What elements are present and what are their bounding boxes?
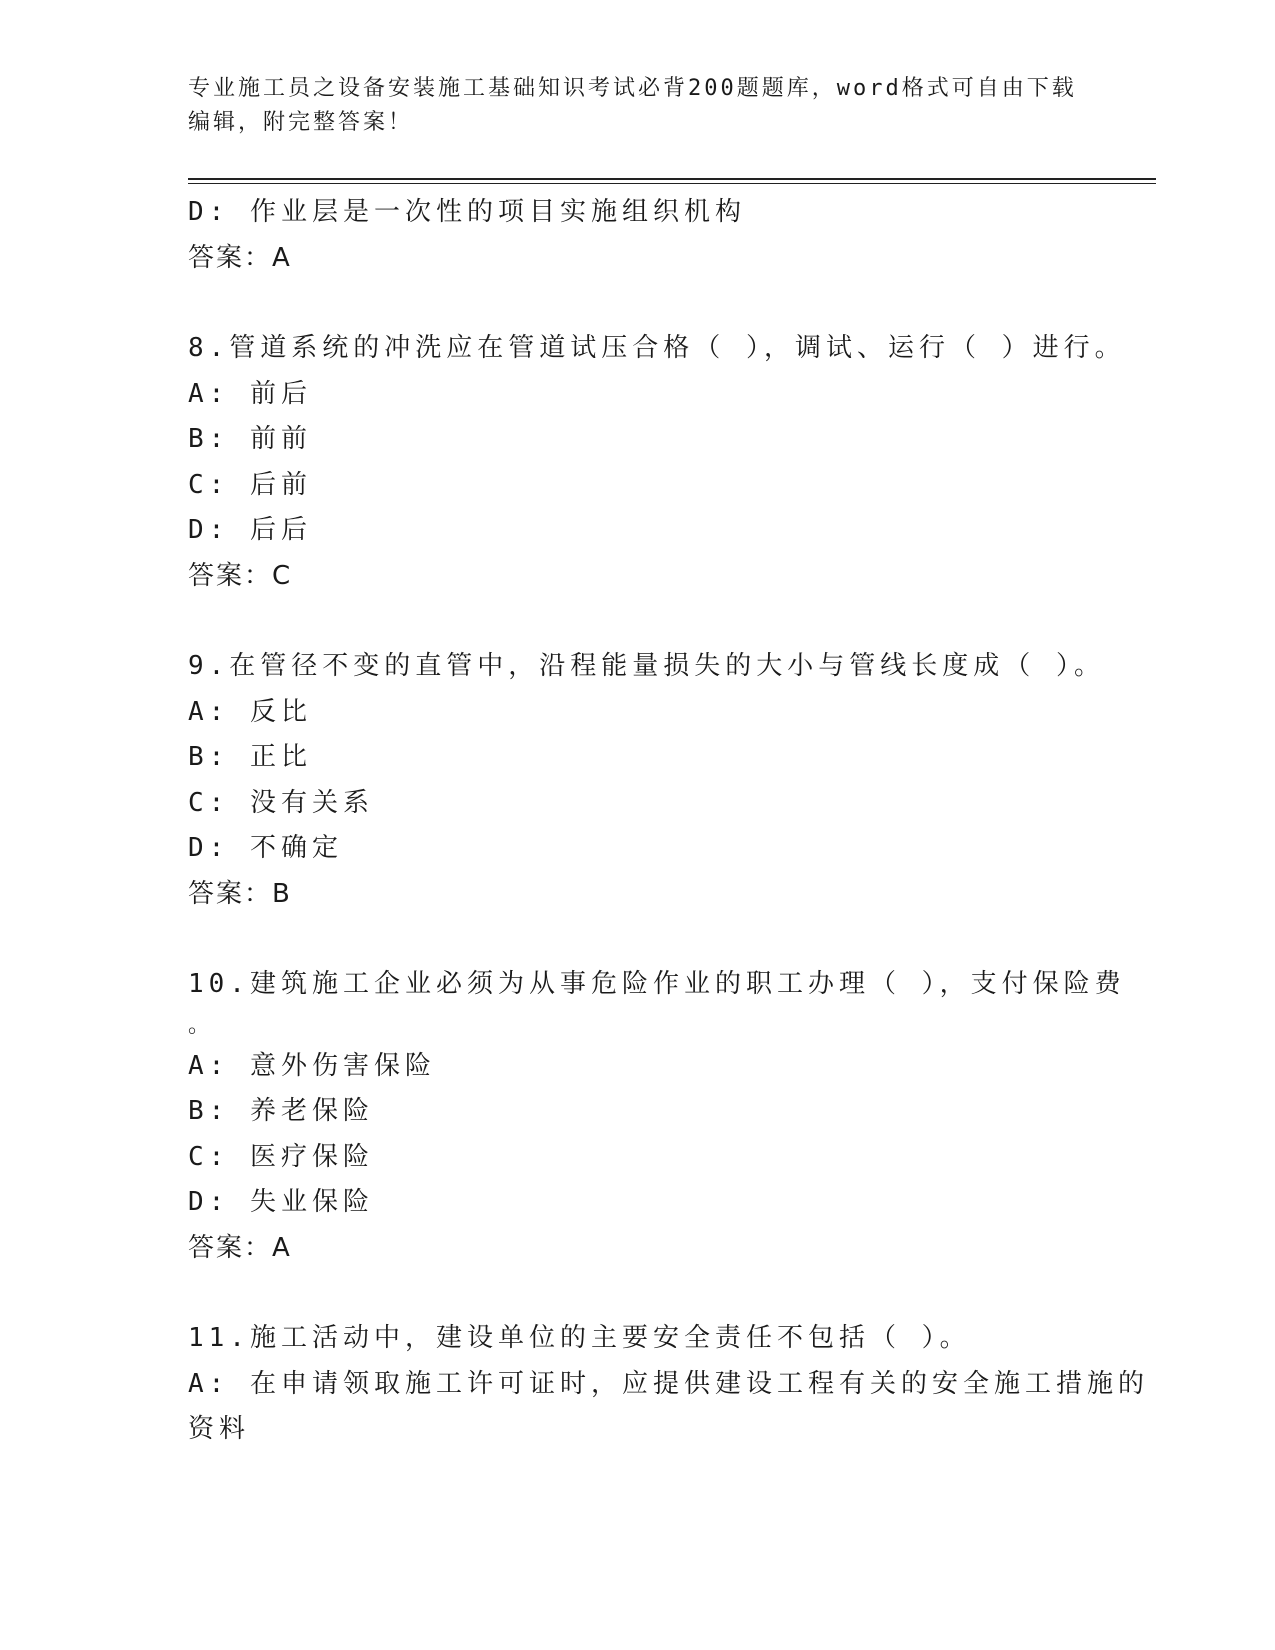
answer-label: 答案：A <box>188 1232 292 1263</box>
option-a-continuation: 资料 <box>188 1414 251 1444</box>
header-divider-thin <box>188 183 1156 184</box>
document-header <box>188 72 1088 140</box>
answer-label: 答案：B <box>188 878 292 909</box>
option-b: B: 养老保险 <box>188 1096 374 1126</box>
spacer <box>188 281 1088 326</box>
option-c: C: 没有关系 <box>188 787 374 818</box>
option-d: D: 后后 <box>188 515 312 545</box>
option-d: D: 失业保险 <box>188 1187 374 1217</box>
question-list <box>188 190 1149 1453</box>
header-title-line-2: 编辑，附完整答案！ <box>188 110 414 135</box>
option-b: B: 前前 <box>188 424 312 454</box>
option-a: A: 在申请领取施工许可证时，应提供建设工程有关的安全施工措施的 <box>188 1368 1149 1399</box>
question-text: 9.在管径不变的直管中，沿程能量损失的大小与管线长度成（ ）。 <box>188 651 1105 681</box>
answer-label: 答案：A <box>188 242 292 273</box>
header-divider-thick <box>188 178 1156 180</box>
question-block-8 <box>188 326 1126 599</box>
question-block-9 <box>188 644 1105 917</box>
question-block-prev <box>188 190 1088 281</box>
option-d: D: 作业层是一次性的项目实施组织机构 <box>188 197 746 227</box>
question-block-10 <box>188 962 1126 1271</box>
option-d: D: 不确定 <box>188 833 343 863</box>
question-block-11 <box>188 1316 1149 1453</box>
answer-label: 答案：C <box>188 560 293 591</box>
option-a: A: 意外伤害保险 <box>188 1050 436 1081</box>
spacer <box>188 1271 1088 1316</box>
option-a: A: 反比 <box>188 696 312 727</box>
question-text: 8.管道系统的冲洗应在管道试压合格（ ），调试、运行（ ）进行。 <box>188 333 1126 363</box>
question-text: 11.施工活动中，建设单位的主要安全责任不包括（ ）。 <box>188 1323 971 1353</box>
option-c: C: 后前 <box>188 469 312 500</box>
option-a: A: 前后 <box>188 378 312 409</box>
option-b: B: 正比 <box>188 742 312 772</box>
header-title-line-1: 专业施工员之设备安装施工基础知识考试必背200题题库，word格式可自由下载 <box>188 76 1077 101</box>
question-text: 10.建筑施工企业必须为从事危险作业的职工办理（ ），支付保险费 <box>188 969 1126 999</box>
question-text-continuation: 。 <box>188 1012 216 1038</box>
option-c: C: 医疗保险 <box>188 1141 374 1172</box>
spacer <box>188 917 1088 962</box>
spacer <box>188 599 1088 644</box>
